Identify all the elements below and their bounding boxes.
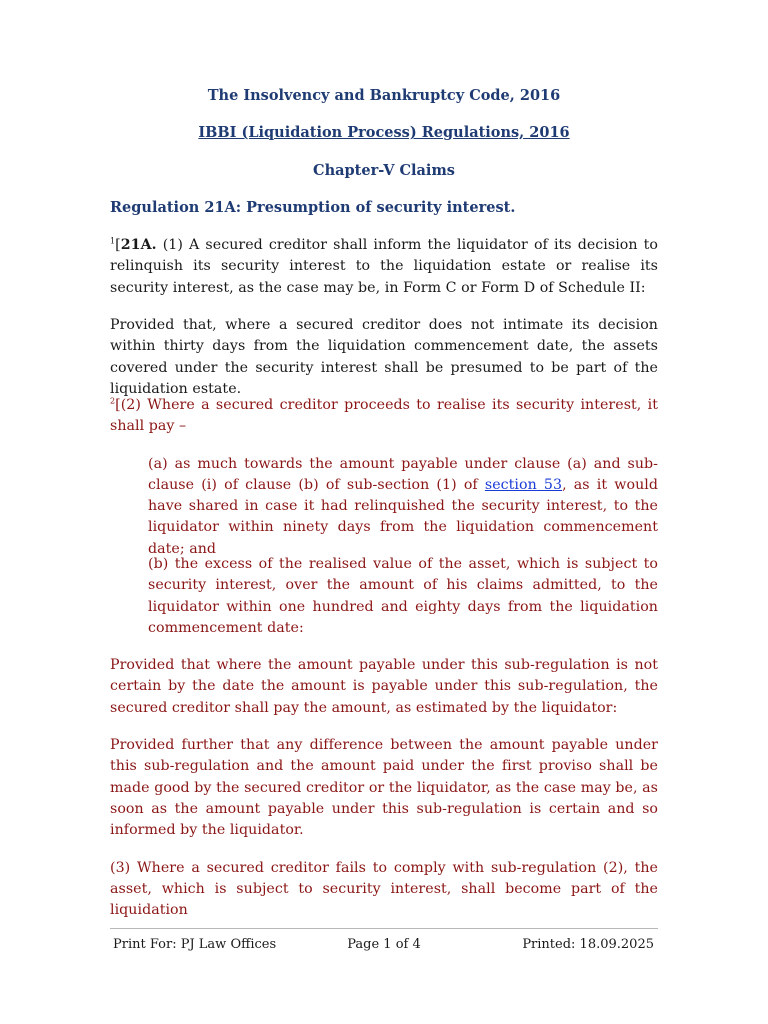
regulation-title: Regulation 21A: Presumption of security interest.	[110, 199, 516, 216]
regulation-number: 21A.	[120, 237, 157, 253]
document-page	[110, 0, 658, 1024]
footnote-marker[interactable]: 1	[110, 236, 116, 246]
section-53-link[interactable]: section 53	[484, 476, 563, 493]
paragraph-21a-1	[110, 235, 658, 299]
act-title: The Insolvency and Bankruptcy Code, 2016	[207, 87, 561, 104]
first-proviso: Provided that where the amount payable under this sub-regulation is not certain by the date the amount is payable under this sub-regulation, the secured creditor shall pay the amount, as estimated by the liquidator:	[110, 657, 658, 716]
chapter-title: Chapter-V Claims	[313, 162, 455, 179]
page-number: Page 1 of 4	[347, 937, 421, 952]
sub-regulation-3: (3) Where a secured creditor fails to comply with sub-regulation (2), the asset, which is subject to security interest, shall become part of the liquidation	[110, 859, 658, 919]
paragraph-text: [(2) Where a secured creditor proceeds to realise its security interest, it shall pay –	[110, 397, 658, 435]
regulations-title[interactable]	[110, 123, 658, 143]
bracket: [	[115, 237, 121, 253]
clause-a	[148, 454, 658, 560]
clause-b: (b) the excess of the realised value of the asset, which is subject to security interest, over the amount of his claims admitted, to the liquidator within one hundred and eighty days from the liquidation commencement date:	[148, 556, 658, 636]
sub-regulation-2	[110, 395, 658, 438]
printed-date: Printed: 18.09.2025	[522, 937, 654, 952]
print-for-label: Print For: PJ Law Offices	[113, 937, 277, 952]
clause-text: (a) as much towards the amount payable under clause (a) and sub-clause (i) of clause (b) of sub-section (1) of	[148, 455, 658, 493]
second-proviso: Provided further that any difference between the amount payable under this sub-regulation and the amount paid under the first proviso shall be made good by the secured creditor or the liquidator, as the case may be, as soon as the amount payable under this sub-regulation is certain and so informed by the liquidator.	[110, 737, 658, 839]
regulations-title-text[interactable]: IBBI (Liquidation Process) Regulations, 2016	[198, 124, 570, 141]
footnote-marker[interactable]: 2	[110, 396, 116, 406]
paragraph-text: (1) A secured creditor shall inform the liquidator of its decision to relinquish its security interest to the liquidation estate or realise its security interest, as the case may be, in Form C or Form D of Schedule II:	[110, 237, 658, 296]
clause-text: , as it would have shared in case it had relinquished the security interest, to the liquidator within ninety days from the liquidation commencement date; and	[148, 476, 658, 557]
footer-divider	[110, 928, 658, 929]
proviso-paragraph: Provided that, where a secured creditor does not intimate its decision within thirty days from the liquidation commencement date, the assets covered under the security interest shall be presumed to be part of the liquidation estate.	[110, 317, 658, 397]
